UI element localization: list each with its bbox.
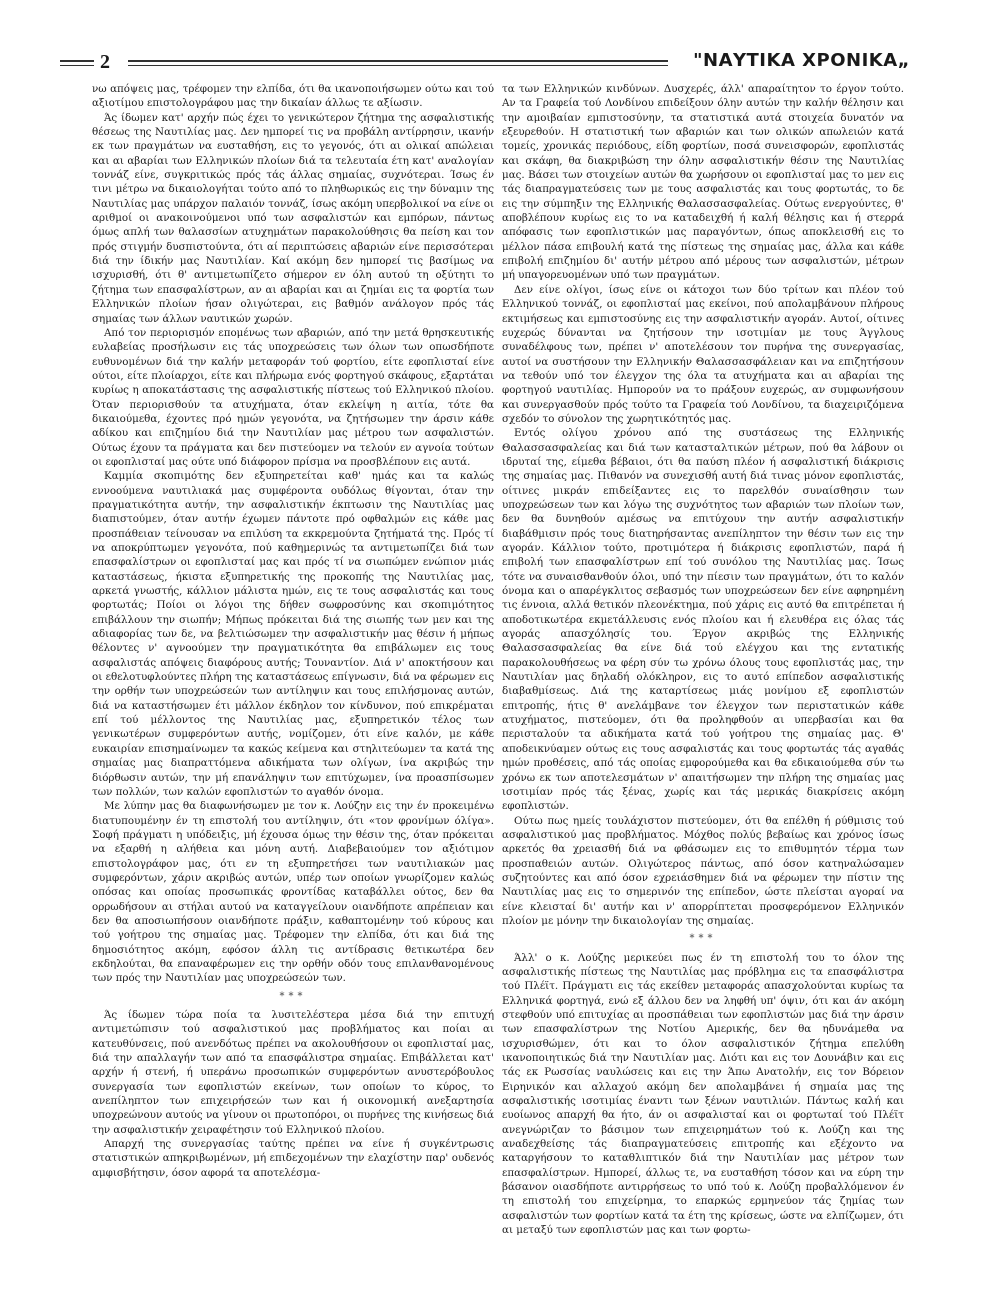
paragraph: Από τον περιορισμόν επομένως των αβαριών, από την μετά θρησκευτικής ευλαβείας προσήλωσιν εις τάς υποχρεώσεις των όλων των οπωσδήποτε ευθυνομένων διά την καλήν μεταφοράν τού φορτίου, είτε εφοπλισταί είνε ούτοι, είτε πλοίαρχοι, είτε και πλήρωμα ενός φορτηγού σκάφους, εξαρτάται κυρίως η αποκατάστασις της ασφαλιστικής πίστεως τού Ελληνικού πλοίου. Όταν περιορισθούν τα ατυχήματα, όταν εκλείψη η αιτία, τότε θα δικαιούμεθα, έχοντες πρό ημών γεγονότα, να ζητήσωμεν την άρσιν κάθε αδίκου και επιζημίου διά την Ναυτιλίαν μας μέτρου των ασφαλιστών. Ούτως έχουν τα πράγματα και δεν πιστεύομεν να τελούν εν αγνοία τούτων οι εφοπλισταί μας ούτε υπό διάφορον πρίσμα να προσβλέπουν εις αυτά. (92, 326, 494, 468)
paragraph: Άς ίδωμεν κατ' αρχήν πώς έχει το γενικώτερον ζήτημα της ασφαλιστικής θέσεως της Ναυτιλίας μας. Δεν ημπορεί τις να προβάλη αντίρρησιν, ικανήν εκ των πραγμάτων να ευσταθήση, εις το γεγονός, ότι αι ολικαί απώλειαι και αι αβαρίαι των Ελληνικών πλοίων διά τα τελευταία έτη κατ' αναλογίαν τοννάζ είνε, συγκριτικώς πρός τάς άλλας σημαίας, συχνότεραι. Ίσως έν τινι μέτρω να δικαιολογήται τούτο από το πληθωρικώς εις την δύναμιν της Ναυτιλίας μας υπάρχον παλαιόν τοννάζ, ίσως ακόμη υπερβολικοί να είνε οι αριθμοί οι ανακοινούμενοι υπό των ασφαλιστών και εμπόρων, πάντως όμως απλή των θαλασσίων ατυχημάτων παρακολούθησις θα πείση και τον πρός στιγμήν δυσπιστούντα, ότι αί περιπτώσεις αβαριών είνε περισσότεραι διά την ίδικήν μας Ναυτιλίαν. Καί ακόμη δεν ημπορεί τις βασίμως να ισχυρισθή, ότι θ' αντιμετωπίζετο σήμερον εν όλη αυτού τη οξύτητι το ζήτημα των επασφαλίστρων, αν αι αβαρίαι και αι ζημίαι εις τα φορτία των Ελληνικών πλοίων ήσαν ολιγώτεραι, εις βαθμόν ανάλογον πρός τάς σημαίας των άλλων ναυτικών χωρών. (92, 111, 494, 325)
paragraph: νω απόψεις μας, τρέφομεν την ελπίδα, ότι θα ικανοποιήσωμεν ούτω και τού αξιοτίμου επιστολογράφου μας την δικαίαν άλλως τε αξίωσιν. (92, 83, 494, 110)
paragraph: Άς ίδωμεν τώρα ποία τα λυσιτελέστερα μέσα διά την επιτυχή αντιμετώπισιν τού ασφαλιστικού μας προβλήματος και ποίαι αι κατευθύνσεις, πού ανενδότως πρέπει να ακολουθήσουν οι εφοπλισταί μας, διά την απαλλαγήν των από τα επασφάλιστρα σημαίας. Επιβάλλεται κατ' αρχήν ή στενή, ή υπεράνω προσωπικών συμφερόντων ανυστερόβουλος συνεργασία των εφοπλιστών εκείνων, των οποίων το κύρος, το ανεπίληπτον των επιχειρήσεών των και ή οικονομική ανεξαρτησία υποχρεώνουν αυτούς να γίνουν οι πρωτοπόροι, οι πυρήνες της κινήσεως διά την ασφαλιστικήν χειραφέτησιν τού Ελληνικού πλοίου. (92, 1009, 494, 1136)
paragraph: Με λύπην μας θα διαφωνήσωμεν με τον κ. Λούζην εις την έν προκειμένω διατυπουμένην έν τη επιστολή του αντίληψιν, ότι «τον φρονίμων όλίγα». Σοφή πράγματι η υπόδειξις, μή έχουσα όμως την θέσιν της, όταν πρόκειται να εξαρθή η αλήθεια και μόνη αυτή. Διαβεβαιούμεν τον αξιότιμον επιστολογράφον μας, ότι εν τη εξυπηρετήσει των ναυτιλιακών μας συμφερόντων, χάριν ακριβώς αυτών, υπέρ των οποίων γνωρίζομεν καλώς οπόσας και οποίας προσωπικάς φροντίδας καταβάλλει ούτος, δεν θα ορρωδήσουν αι στήλαι αυτού να καταγγείλουν οιανδήποτε απρέπειαν και δεν θα αποσιωπήσουν οιανδήποτε πράξιν, καθαπτομένην τού κύρους και τού γοήτρου της σημαίας μας. Τρέφομεν την ελπίδα, ότι και διά της δημοσιότητος ακόμη, εφόσον άλλη τις αντίδρασις θετικωτέρα δεν εκδηλούται, θα επαναφέρωμεν εις την ορθήν οδόν τους επιλανθανομένους των πρός την Ναυτιλίαν μας υποχρεώσεών των. (92, 800, 494, 985)
paragraph: Ούτω πως ημείς τουλάχιστον πιστεύομεν, ότι θα επέλθη ή ρύθμισις τού ασφαλιστικού μας προβλήματος. Μόχθος πολύς βεβαίως και χρόνος ίσως αρκετός θα χρειασθή διά να φθάσωμεν εις το επιθυμητόν τέρμα των προσπαθειών αυτών. Ολιγώτερος πάντως, από όσον κατηναλώσαμεν συζητούντες και από όσον εχρειάσθημεν διά να φέρωμεν την πίστιν της Ναυτιλίας μας εις το σημερινόν της επίπεδον, ώστε πλείσται αγοραί να είνε κλεισταί δι' αυτήν και ν' απορρίπτεται προσφερόμενον Ελληνικόν πλοίον με μόνην την δικαιολογίαν της σημαίας. (502, 814, 904, 927)
page-number: 2 (100, 51, 110, 73)
publication-title: "ΝΑΥΤΙΚΑ ΧΡΟΝΙΚΑ„ (693, 50, 910, 71)
right-column (502, 82, 904, 1238)
page-header (0, 0, 1000, 78)
header-rule-left (60, 60, 94, 66)
section-separator: *** (689, 933, 717, 945)
paragraph: τα των Ελληνικών κινδύνων. Δυσχερές, άλλ' απαραίτητον το έργον τούτο. Αν τα Γραφεία τού Λονδίνου επιδείξουν όλην αυτών την καλήν θέλησιν και την αμοιβαίαν εμπιστοσύνην, τα στατιστικά αυτά στοιχεία δυνατόν να εξευρεθούν. Η στατιστική των αβαριών και των ολικών απωλειών κατά τομείς, χρονικάς περιόδους, είδη φορτίων, ποσά συνεισφορών, εφοπλιστάς και σκάφη, θα διακριβώση την όλην ασφαλιστικήν θέσιν της Ναυτιλίας μας. Βάσει των στοιχείων αυτών θα χωρήσουν οι εφοπλισταί μας το μεν εις τάς διαπραγματεύσεις των με τους ασφαλιστάς και τους φορτωτάς, το δε εις την σύμπηξιν της Ελληνικής Θαλασσασφαλείας. Ούτως ενεργούντες, θ' αποβλέπουν κυρίως εις το να καταδειχθή ή καλή θέλησις και ή στερρά απόφασις των εφοπλιστικών μας παραγόντων, όπως αποκλεισθή εις το μέλλον πάσα επιβουλή κατά της πίστεως της σημαίας μας, άλλα και κάθε επιβολή επιζημίου δι' αυτήν μέτρου από μέρους των ασφαλιστών, μέτρων μή υπαγορευομένων υπό των πραγμάτων. (502, 83, 904, 282)
header-rule-middle (128, 60, 668, 66)
paragraph: Απαρχή της συνεργασίας ταύτης πρέπει να είνε ή συγκέντρωσις στατιστικών απηκριβωμένων, μή επιδεχομένων την ελαχίστην παρ' ουδενός αμφισβήτησιν, όσον αφορά τα αποτελέσμα- (92, 1138, 494, 1179)
paragraph: Άλλ' ο κ. Λούζης μερικεύει πως έν τη επιστολή του το όλον της ασφαλιστικής πίστεως της Ναυτιλίας μας πρόβλημα εις τα επασφάλιστρα τού Πλέϊτ. Πράγματι εις τάς εκείθεν μεταφοράς απασχολούνται κυρίως τα Ελληνικά φορτηγά, ενώ εξ άλλου δεν να ληφθή υπ' όψιν, ότι και άν ακόμη στεφθούν υπό επιτυχίας αι προσπάθειαι των εφοπλιστών μας διά την άρσιν των επασφαλίστρων της Νοτίου Αμερικής, δεν θα ηδυνάμεθα να ισχυρισθώμεν, ότι και το όλον ασφαλιστικόν ζήτημα επελύθη ικανοποιητικώς διά την Ναυτιλίαν μας. Διότι και εις τον Δουνάβιν και εις τάς εκ Ρωσσίας ναυλώσεις και εις την Άπω Ανατολήν, εις τον Βόρειον Ειρηνικόν και αλλαχού ακόμη δεν απολαμβάνει ή σημαία μας της ασφαλιστικής ισοτιμίας έναντι των ξένων ναυτιλιών. Πάντως καλή και ευοίωνος απαρχή θα ήτο, άν οι ασφαλισταί και οι φορτωταί τού Πλέϊτ ανεγνώριζαν το βάσιμον των επιχειρημάτων τού κ. Λούζη και της αναδεχθείσης τάς διαπραγματεύσεις επιτροπής και εξέχοντο να καταργήσουν το καταθλιπτικόν διά την Ναυτιλίαν μας μέτρον των επασφαλίστρων. Ημπορεί, άλλως τε, να ευσταθήση τόσον και να εύρη την βάσανον οιασδήποτε αντιρρήσεως το υπό τού κ. Λούζη προβαλλόμενον έν τη επιστολή του επιχείρημα, το επαρκώς ερμηνεύον τάς ζημίας των ασφαλιστών των φορτίων κατά τα έτη της κρίσεως, ώστε να ελπίζωμεν, ότι αι μεταξύ των εφοπλιστών μας και των φορτω- (502, 951, 904, 1237)
paragraph: Δεν είνε ολίγοι, ίσως είνε οι κάτοχοι των δύο τρίτων και πλέον τού Ελληνικού τοννάζ, οι εφοπλισταί μας εκείνοι, πού απολαμβάνουν πλήρους εκτιμήσεως και εμπιστοσύνης εις την ασφαλιστικήν αγοράν. Αυτοί, οίτινες ευχερώς δύνανται να ζητήσουν την ισοτιμίαν με τους Άγγλους συναδέλφους των, πρέπει ν' αποτελέσουν τον πυρήνα της συνεργασίας, αυτοί να συστήσουν την Ελληνικήν Θαλασσασφάλειαν και να επιζητήσουν να τεθούν υπό τον έλεγχον της όλα τα ατυχήματα και αι αβαρίαι της φορτηγού ναυτιλίας. Ημπορούν να το πράξουν ευχερώς, αν συμφωνήσουν και συνεργασθούν πρός τούτο τα Γραφεία τού Λονδίνου, τα διαχειριζόμενα σχεδόν το σύνολον της χωρητικότητός μας. (502, 283, 904, 425)
paragraph: Εντός ολίγου χρόνου από της συστάσεως της Ελληνικής Θαλασσασφαλείας και διά των κατασταλτικών μέτρων, πού θα λάβουν οι ιδρυταί της, είμεθα βέβαιοι, ότι θα παύση πλέον ή ασφαλιστική διάκρισις της σημαίας μας. Πιθανόν να συνεχισθή αυτή διά τινας μόνον εφοπλιστάς, οίτινες μικράν επιδείξαντες εις το παρελθόν συναίσθησιν των υποχρεώσεων των και λόγω της συχνότητος των αβαριών των πλοίων των, δεν θα δυνηθούν αμέσως να επιτύχουν την αυτήν ασφαλιστικήν διαβάθμισιν πρός τους διατηρήσαντας ανεπίληπτον την θέσιν των εις την αγοράν. Κάλλιον τούτο, προτιμότερα ή διάκρισις εφοπλιστών, παρά ή επιβολή των επασφαλίστρων επί τού συνόλου της Ναυτιλίας μας. Ίσως τότε να συναισθανθούν όλοι, υπό την πίεσιν των πραγμάτων, ότι το καλόν όνομα και ο απαρέγκλιτος σεβασμός των υποχρεώσεων δεν είνε αφηρημένη τις έννοια, αλλά θετικόν πλεονέκτημα, πού χάρις εις αυτό θα επιτρέπεται ή αποδοτικωτέρα εκμετάλλευσις ενός πλοίου και ή ελευθέρα εις όλας τάς αγοράς απασχόλησίς του. Έργον ακριβώς της Ελληνικής Θαλασσασφαλείας θα είνε διά τού ελέγχου και της εντατικής παρακολουθήσεως να φέρη σύν τω χρόνω όλους τους εφοπλιστάς μας, την Ναυτιλίαν μας δηλαδή ολόκληρον, εις το αυτό επίπεδον ασφαλιστικής διαβαθμίσεως. Διά της καταρτίσεως μιάς μονίμου εξ εφοπλιστών επιτροπής, ήτις θ' ανελάμβανε τον έλεγχον των περιστατικών κάθε ατυχήματος, πιστεύομεν, ότι θα προληφθούν αι υπερβασίαι και θα περισταλούν τα αδικήματα κατά τού γοήτρου της σημαίας μας. Θ' αποδεικνύαμεν ούτως εις τους ασφαλιστάς και τους φορτωτάς τάς αγαθάς ημών προθέσεις, από τάς οποίας εμφορούμεθα και θα εδικαιούμεθα σύν τω χρόνω εκ των αποτελεσμάτων ν' απαιτήσωμεν την πλήρη της σημαίας μας ισοτιμίαν πρός τάς ξένας, χωρίς και τάς μερικάς διακρίσεις ακόμη εφοπλιστών. (502, 427, 904, 813)
left-column (92, 82, 494, 1180)
section-separator: *** (279, 990, 307, 1002)
paragraph: Καμμία σκοπιμότης δεν εξυπηρετείται καθ' ημάς και τα καλώς εννοούμενα ναυτιλιακά μας συμφέροντα ουδόλως θίγονται, όταν την πραγματικότητα αυτήν, την ασφαλιστικήν έκπτωσιν της Ναυτιλίας μας διαπιστούμεν, όταν αυτήν έχωμεν πάντοτε πρό οφθαλμών εις κάθε μας προσπάθειαν τείνουσαν να επιλύση τα εκκρεμούντα ζητήματά της. Πρός τί να αποκρύπτωμεν γεγονότα, πού καθημερινώς τα αντιμετωπίζει διά των επασφαλίστρων οι εφοπλισταί μας και πρός τί να σιωπώμεν ενώπιον μιάς καταστάσεως, ήκιστα εξυπηρετικής της προκοπής της Ναυτιλίας μας, αρκετά γνωστής, κάλλιον μάλιστα ημών, εις τε τους ασφαλιστάς και τους φορτωτάς; Ποίοι οι λόγοι της δήθεν σωφροσύνης και σκοπιμότητος επιβάλλουν την σιωπήν; Μήπως πρόκειται διά της σιωπής των μεν και της αδιαφορίας των δε, να βελτιώσωμεν την ασφαλιστικήν μας θέσιν ή μήπως θέλοντες ν' αγνοούμεν την πραγματικότητα θα επιβάλωμεν εις τους ασφαλιστάς απόψεις διαφόρους αυτής; Τουναντίον. Διά ν' αποκτήσουν και οι εθελοτυφλούντες πλήρη της καταστάσεως επίγνωσιν, διά να φέρωμεν εις την ορθήν των υποχρεώσεών των αντίληψιν και τους επιλήσμονας αυτών, διά να καταστήσωμεν έτι μάλλον έκδηλον τον κίνδυνον, πού επικρέμαται επί τού μέλλοντος της Ναυτιλίας μας, εξυπηρετικόν τέλος των γενικωτέρων συμφερόντων αυτής, νομίζομεν, ότι είνε καλόν, με κάθε ευκαιρίαν επισημαίνωμεν τα κακώς κείμενα και στηλιτεύωμεν τα κατά της σημαίας μας διαπραττόμενα αδικήματα των ολίγων, ίνα ακριβώς την διόρθωσιν αυτών, την μή επανάληψιν των επιτύχωμεν, ίνα προασπίσωμεν των πολλών, των καλών εφοπλιστών το αγαθόν όνομα. (92, 470, 494, 798)
